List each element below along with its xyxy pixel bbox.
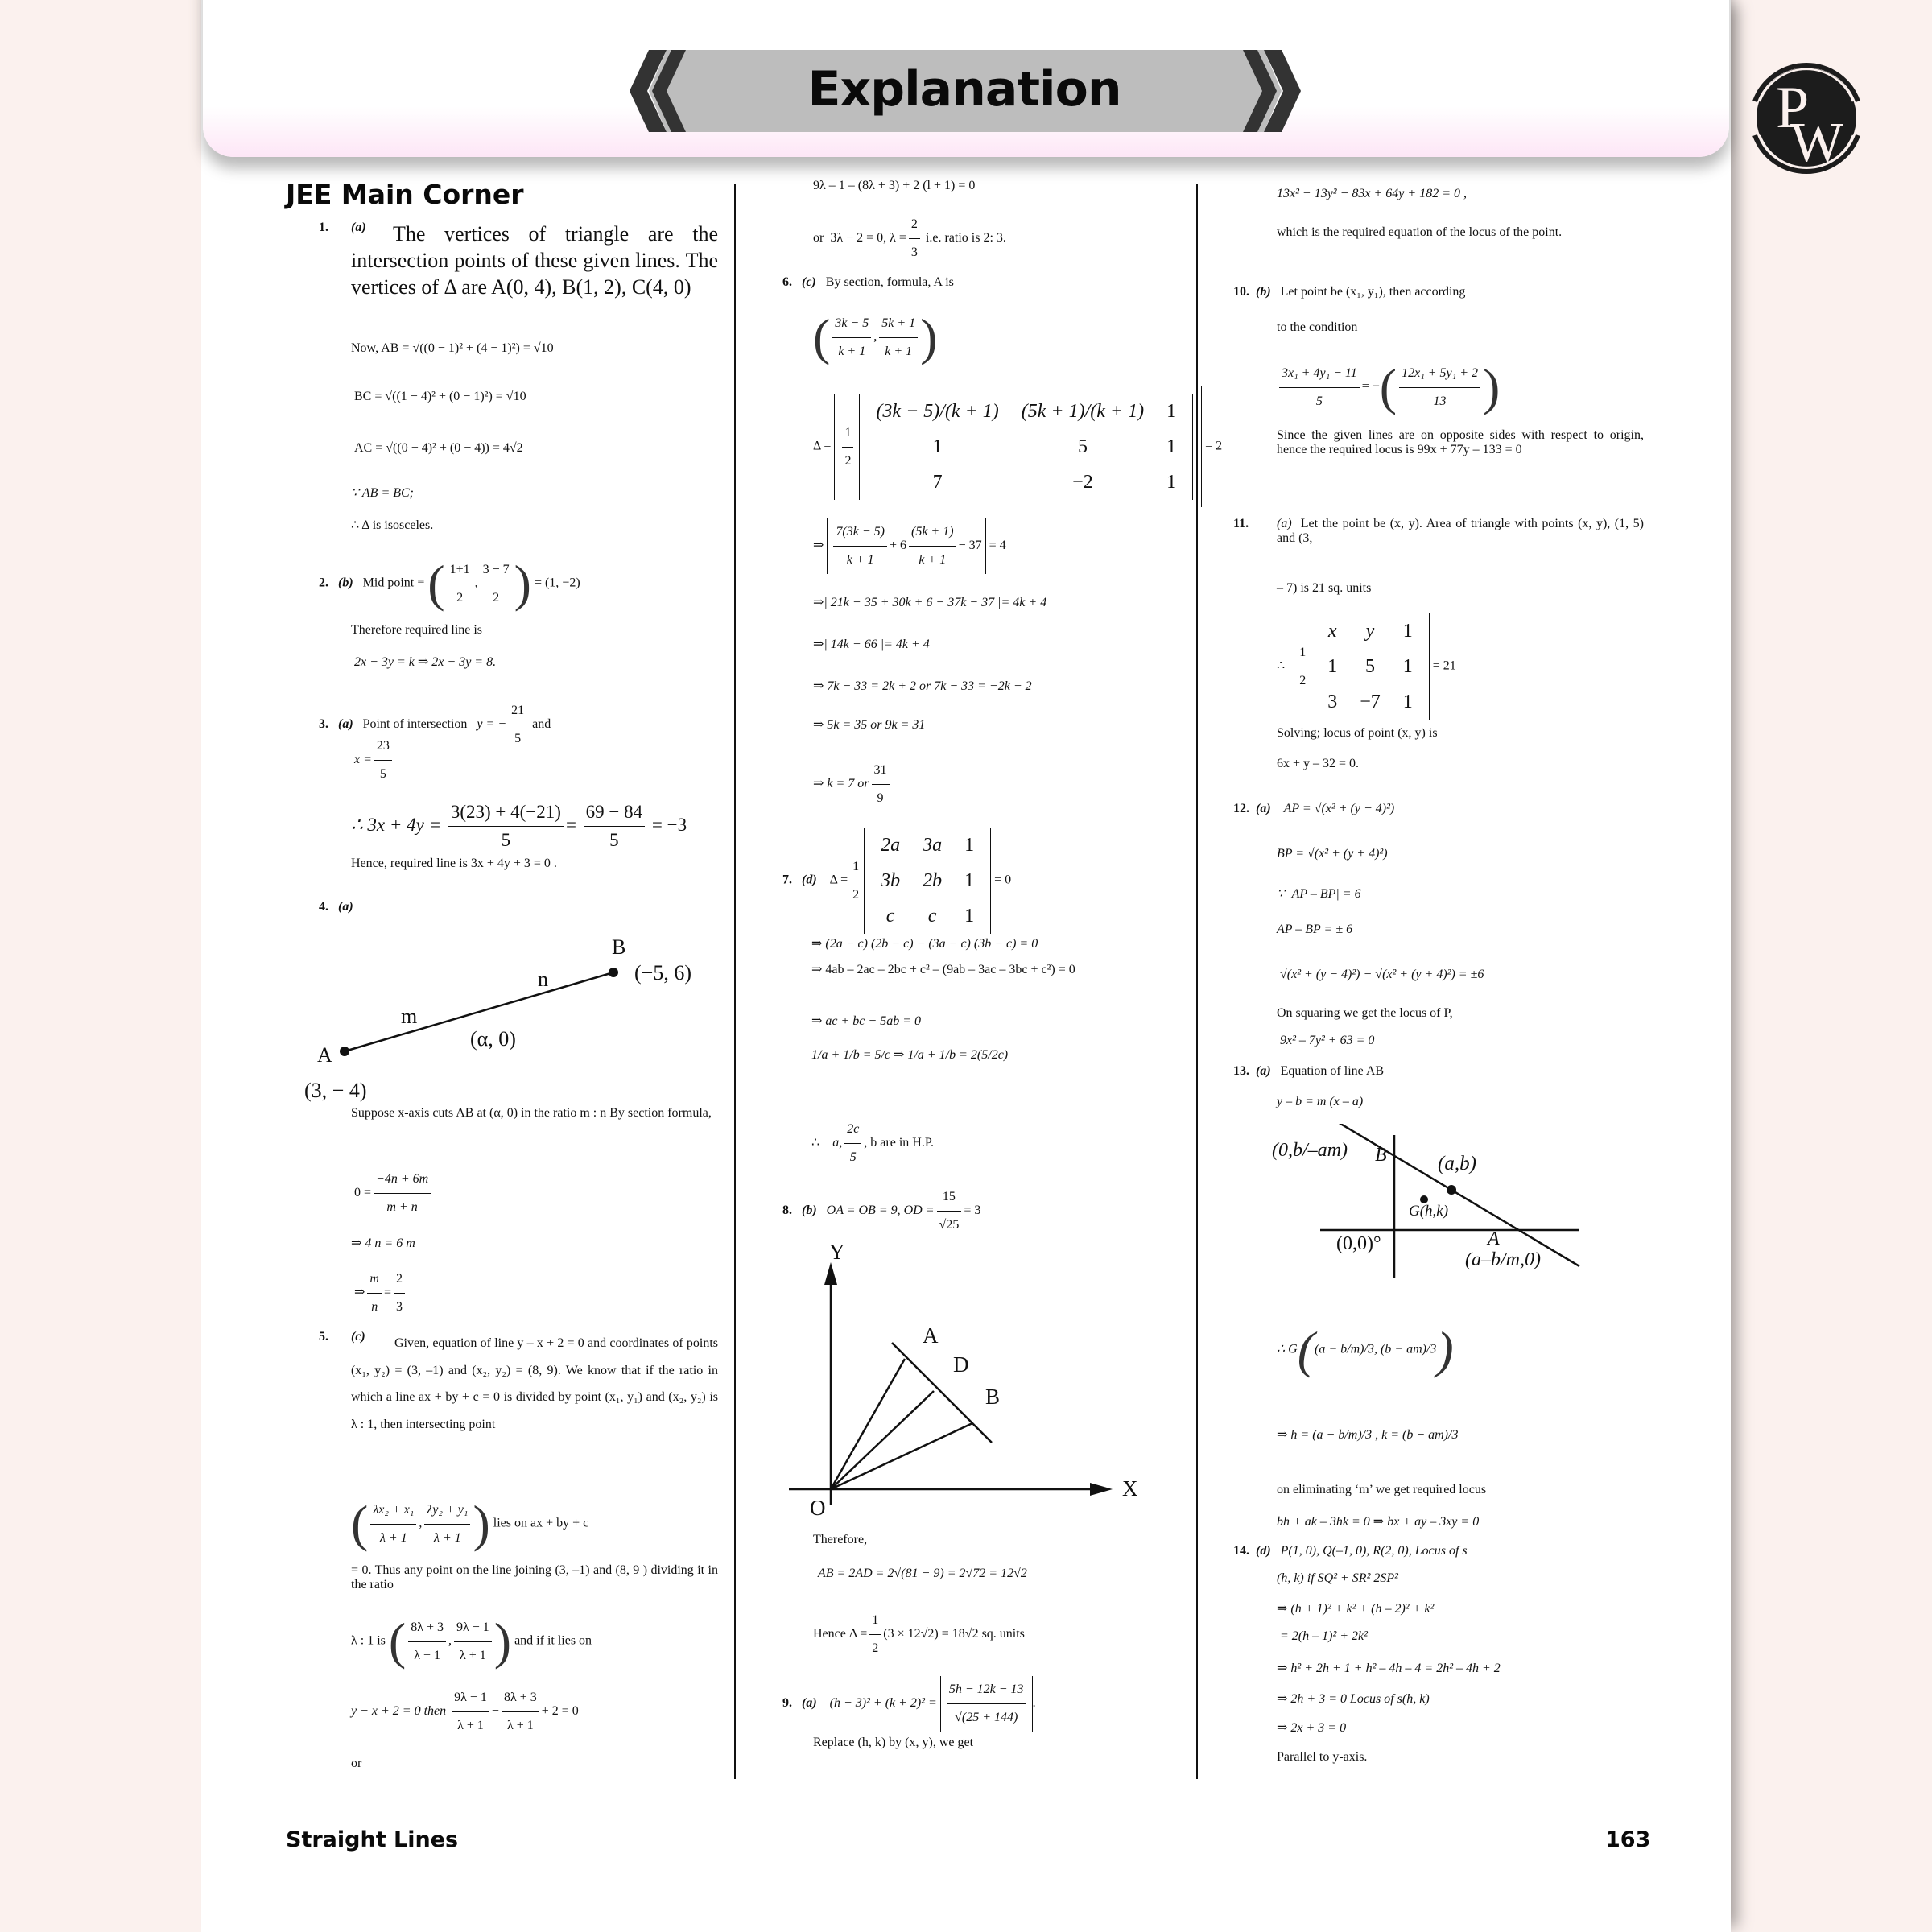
q10-line: 10. (b) Let point be (x₁, y₁), then according xyxy=(1233,285,1466,299)
q8-line: 8. (b) OA = OB = 9, OD = $\frac{15}{√25}$ = 3 xyxy=(782,1183,980,1239)
q7-step1: ⇒ (2a − c) (2b − c) − (3a − c) (3b − c) = 0 xyxy=(811,937,1038,951)
explanation-banner xyxy=(628,50,1301,132)
q1-because: ∵ AB = BC; xyxy=(351,486,415,500)
q12-line: 12. (a) AP = √(x² + (y − 4)²) xyxy=(1233,802,1395,815)
q11-text3: Solving; locus of point (x, y) is xyxy=(1277,726,1438,740)
q13-g: ∴ G((a − b/m)/3, (b − am)/3) xyxy=(1277,1321,1454,1378)
footer-page-number: 163 xyxy=(1605,1827,1651,1852)
q1-therefore: ∴ Δ is isosceles. xyxy=(351,518,434,532)
q5-text1: Given, equation of line y – x + 2 = 0 and coordinates of points (x₁, y₂) = (3, –1) and (x₂, y₂) = (8, 9). We know that if the ratio in which a line ax + by + c = 0 is divided by point (x₁, y₁) and (x₂, y₂) is λ : 1, then intersecting point xyxy=(351,1336,718,1431)
q1-bc: BC = √((1 − 4)² + (0 − 1)²) = √10 xyxy=(354,390,526,403)
q9-line: 9. (a) (h − 3)² + (k + 2)² = $\frac{5h - 12k - 13}{√(25 + 144)}$ . xyxy=(782,1676,1036,1732)
q14-text2: (h, k) if SQ² + SR² 2SP² xyxy=(1277,1571,1398,1585)
q5-answer: (c) xyxy=(351,1330,365,1344)
q10-text2: to the condition xyxy=(1277,320,1358,334)
q14-s5: ⇒ 2x + 3 = 0 xyxy=(1277,1721,1347,1735)
q6-point: ( $\frac{3k - 5}{k + 1}$ , $\frac{5k + 1}{k + 1}$ ) xyxy=(813,308,938,365)
q1-text: The vertices of triangle are the intersection points of these given lines. The vertices of Δ are A(0, 4), B(1, 2), C(4, 0) xyxy=(351,222,718,299)
q3-final: Hence, required line is 3x + 4y + 3 = 0 . xyxy=(351,857,557,870)
q6-step2: ⇒| 21k − 35 + 30k + 6 − 37k − 37 |= 4k + 4 xyxy=(813,596,1047,609)
q7-step4: 1/a + 1/b = 5/c ⇒ 1/a + 1/b = 2(5/2c) xyxy=(811,1048,1009,1062)
q13-eq: y – b = m (x – a) xyxy=(1277,1095,1364,1108)
q14-s4: ⇒ 2h + 3 = 0 Locus of s(h, k) xyxy=(1277,1692,1430,1706)
q9-text: Replace (h, k) by (x, y), we get xyxy=(813,1736,974,1749)
q11-text1: (a) Let the point be (x, y). Area of triangle with points (x, y), (1, 5) and (3, xyxy=(1277,517,1645,545)
q8-diagram: Y X O A D B xyxy=(810,1240,1138,1520)
q11-determinant: ∴ $\frac{1}{2}$ x y 1 1 5 1 3 −7 1 = 21 xyxy=(1277,613,1456,720)
q11-number: 11. xyxy=(1233,517,1249,530)
q10-eq: $\frac{\text{3x₁ + 4y₁ − 11}}{5}$ = −( $\frac{\text{12x₁ + 5y₁ + 2}}{13}$ ) xyxy=(1277,357,1500,417)
q6-line: 6. (c) By section, formula, A is xyxy=(782,275,954,289)
q9-cont-eq: 13x² + 13y² − 83x + 64y + 182 = 0 , xyxy=(1277,187,1467,200)
q3-calc: ∴ 3x + 4y = $\frac{3(23) + 4(-21)}{5}$ = $\frac{69 - 84}{5}$ = −3 xyxy=(351,799,687,854)
q1-answer: (a) xyxy=(351,221,366,234)
q5-point: ( $\frac{\text{λx₂ + x₁}}{\lambda + 1}$ , $\frac{\text{λy₂ + y₁}}{\lambda + 1}$ ) lies on ax + by + c xyxy=(351,1495,589,1552)
q1-ab: Now, AB = √((0 − 1)² + (4 − 1)²) = √10 xyxy=(351,341,554,355)
q13-line: 13. (a) Equation of line AB xyxy=(1233,1064,1385,1078)
pw-logo-icon xyxy=(1748,56,1864,179)
column-divider xyxy=(734,184,736,1779)
q6-determinant: Δ = $\frac{1}{2}$ (3k − 5)/(k + 1) (5k + 1)/(k + 1) 1 1 5 1 7 −2 1 = 2 xyxy=(813,386,1222,507)
q4-eq3: ⇒ $\frac{m}{n}$ = $\frac{2}{3}$ xyxy=(354,1265,407,1321)
q7-step2: ⇒ 4ab – 2ac – 2bc + c² – (9ab – 3ac – 3bc + c²) = 0 xyxy=(811,963,1075,976)
q12-eq: √(x² + (y − 4)²) − √(x² + (y + 4)²) = ±6 xyxy=(1280,968,1484,981)
q12-pm: AP – BP = ± 6 xyxy=(1277,923,1353,936)
q6-step3: ⇒| 14k − 66 |= 4k + 4 xyxy=(813,638,930,651)
q14-line: 14. (d) P(1, 0), Q(–1, 0), R(2, 0), Locus of s xyxy=(1233,1544,1468,1558)
q12-result: 9x² – 7y² + 63 = 0 xyxy=(1280,1034,1375,1047)
q5-cont-eq2: or 3λ − 2 = 0, λ = $\frac{2}{3}$ i.e. ratio is 2: 3. xyxy=(813,211,1006,266)
q8-therefore: Therefore, xyxy=(813,1533,868,1546)
q4-diagram: B (−5, 6) n m (α, 0) A (3, − 4) xyxy=(304,935,691,1102)
q2-text2: 2x − 3y = k ⇒ 2x − 3y = 8. xyxy=(354,655,497,669)
q14-s3: ⇒ h² + 2h + 1 + h² – 4h – 4 = 2h² – 4h + 2 xyxy=(1277,1662,1501,1675)
q5-or: or xyxy=(351,1757,362,1770)
q5-then: y − x + 2 = 0 then $\frac{9\lambda - 1}{\lambda + 1}$ − $\frac{8\lambda + 3}{\lambda + 1}$ + 2 = 0 xyxy=(351,1684,579,1740)
q12-since: ∵ |AP – BP| = 6 xyxy=(1277,887,1361,901)
q6-step1: ⇒ $\frac{7(3k - 5)}{k + 1}$ + 6 $\frac{(5k + 1)}{k + 1}$ − 37 = 4 xyxy=(813,518,1006,574)
q13-h: ⇒ h = (a − b/m)/3 , k = (b − am)/3 xyxy=(1277,1428,1459,1442)
q7-step3: ⇒ ac + bc − 5ab = 0 xyxy=(811,1014,921,1028)
q14-s1: ⇒ (h + 1)² + k² + (h – 2)² + k² xyxy=(1277,1602,1435,1616)
q1-ac: AC = √((0 − 4)² + (0 − 4)) = 4√2 xyxy=(354,441,523,455)
q5-ratio: λ : 1 is ( $\frac{8\lambda + 3}{\lambda + 1}$ , $\frac{9\lambda - 1}{\lambda + 1}$ ) and if it lies on xyxy=(351,1612,592,1670)
q14-s6: Parallel to y-axis. xyxy=(1277,1750,1368,1764)
q1-number: 1. xyxy=(319,221,328,234)
q13-text2: on eliminating ‘m’ we get required locus xyxy=(1277,1483,1487,1496)
svg-text:P: P xyxy=(1776,75,1810,141)
q12-text: On squaring we get the locus of P, xyxy=(1277,1006,1453,1020)
q13-result: bh + ak – 3hk = 0 ⇒ bx + ay – 3xy = 0 xyxy=(1277,1515,1480,1529)
q12-bp: BP = √(x² + (y + 4)²) xyxy=(1277,847,1388,861)
banner-title: Explanation xyxy=(807,61,1121,118)
q5-cont-eq1: 9λ – 1 – (8λ + 3) + 2 (l + 1) = 0 xyxy=(813,179,976,192)
q14-s2: = 2(h – 1)² + 2k² xyxy=(1280,1629,1368,1643)
q4-line: 4. (a) xyxy=(319,900,353,914)
q2-line: 2. (b) Mid point ≡ ( $\frac{1+1}{2}$ , $\frac{3 - 7}{2}$ ) = (1, −2) xyxy=(319,555,580,612)
footer-chapter: Straight Lines xyxy=(286,1827,459,1852)
q6-step6: ⇒ k = 7 or $\frac{31}{9}$ xyxy=(813,757,892,812)
q8-ab: AB = 2AD = 2√(81 − 9) = 2√72 = 12√2 xyxy=(818,1567,1027,1580)
q7-line: 7. (d) Δ = $\frac{1}{2}$ 2a 3a 1 3b 2b 1 c c 1 = 0 xyxy=(782,828,1011,934)
q4-text: Suppose x-axis cuts AB at (α, 0) in the ratio m : n By section formula, xyxy=(351,1106,712,1120)
q6-step5: ⇒ 5k = 35 or 9k = 31 xyxy=(813,718,926,732)
q9-cont-text: which is the required equation of the locus of the point. xyxy=(1277,225,1563,239)
q5-number: 5. xyxy=(319,1330,328,1344)
q3-x: x = $\frac{23}{5}$ xyxy=(354,733,394,788)
q8-hence: Hence Δ = $\frac{1}{2}$ (3 × 12√2) = 18√2 sq. units xyxy=(813,1607,1025,1662)
q4-eq1: 0 = $\frac{-4n + 6m}{m + n}$ xyxy=(354,1166,433,1221)
q6-step4: ⇒ 7k − 33 = 2k + 2 or 7k − 33 = −2k − 2 xyxy=(813,679,1032,693)
q11-text2: – 7) is 21 sq. units xyxy=(1277,581,1372,595)
section-title: JEE Main Corner xyxy=(286,179,524,210)
svg-text:W: W xyxy=(1790,112,1844,174)
q4-eq2: ⇒ 4 n = 6 m xyxy=(351,1236,415,1250)
q5-text2: = 0. Thus any point on the line joining (3, –1) and (8, 9 ) dividing it in the ratio xyxy=(351,1563,718,1591)
q11-text4: 6x + y – 32 = 0. xyxy=(1277,757,1360,770)
q13-diagram: (0,b/–am) B (a,b) G(h,k) (0,0)° A (a–b/m,0) xyxy=(1272,1124,1594,1285)
q3-line: 3. (a) Point of intersection y = − $\frac{21}{5}$ and xyxy=(319,697,551,753)
q10-text3: Since the given lines are on opposite sides with respect to origin, hence the required locus is 99x + 77y – 133 = 0 xyxy=(1277,428,1644,456)
q2-text1: Therefore required line is xyxy=(351,623,483,637)
q7-step5: ∴ a, $\frac{2c}{5}$ , b are in H.P. xyxy=(811,1116,934,1171)
